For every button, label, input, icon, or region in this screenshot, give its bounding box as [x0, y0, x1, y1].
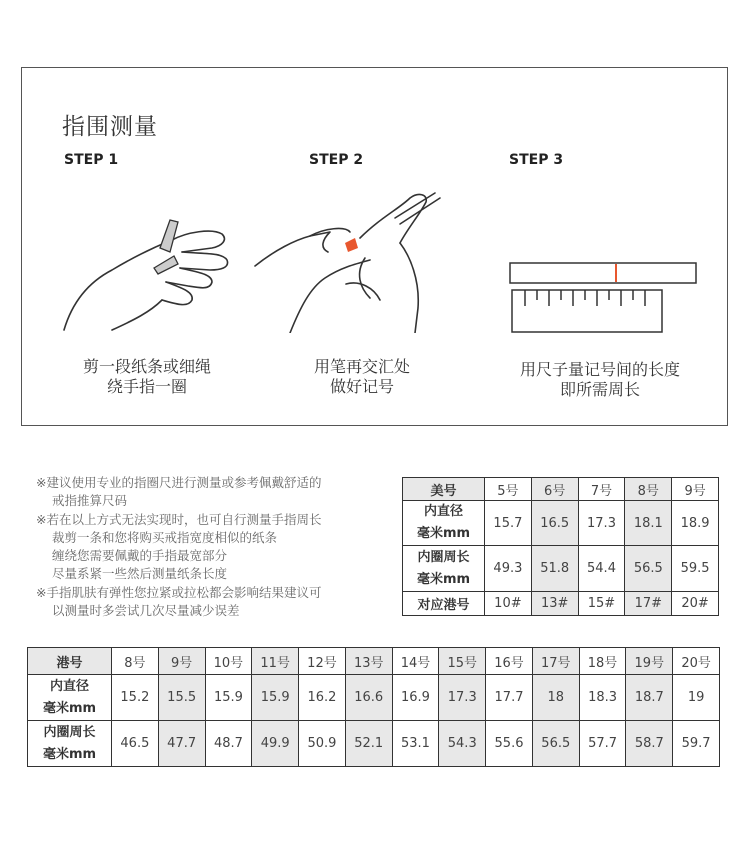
table-cell: 9号: [672, 478, 719, 501]
table-cell: 15.9: [205, 675, 252, 721]
row-label-line: 内圈周长: [43, 724, 96, 740]
table-cell: 50.9: [299, 721, 346, 767]
table-cell: 15.2: [112, 675, 159, 721]
table-cell: 47.7: [158, 721, 205, 767]
table-cell: 13号: [345, 648, 392, 675]
table-cell: 59.7: [673, 721, 720, 767]
table-cell: 10#: [485, 592, 532, 616]
step-3-label: STEP 3: [509, 152, 564, 168]
note-line: 缠绕您需要佩戴的手指最宽部分: [52, 548, 228, 564]
step-1-text: [52, 357, 242, 397]
step-2-label: STEP 2: [309, 152, 364, 168]
table-cell: 17号: [532, 648, 579, 675]
step-3-line-1: 用尺子量记号间的长度: [519, 360, 680, 379]
hk-size-table: [27, 647, 720, 767]
table-cell: 18: [532, 675, 579, 721]
table-cell: 18.3: [579, 675, 626, 721]
table-cell: 7号: [578, 478, 625, 501]
row-label-circumference: [28, 721, 112, 767]
table-cell: 11号: [252, 648, 299, 675]
table-cell: 16.9: [392, 675, 439, 721]
us-size-header: 美号: [403, 478, 485, 501]
hand-strip-illustration: [62, 208, 232, 333]
table-cell: 15.5: [158, 675, 205, 721]
table-row: [28, 721, 720, 767]
row-label-diameter: [28, 675, 112, 721]
note-line: 戒指推算尺码: [52, 493, 128, 509]
table-cell: 6号: [531, 478, 578, 501]
note-line: ※手指肌肤有弹性您拉紧或拉松都会影响结果建议可: [36, 584, 322, 600]
table-cell: 15号: [439, 648, 486, 675]
step-2-line-1: 用笔再交汇处: [313, 357, 410, 376]
pen-mark-illustration: [250, 188, 465, 333]
table-cell: 55.6: [486, 721, 533, 767]
table-cell: 49.9: [252, 721, 299, 767]
table-row: [403, 592, 719, 616]
table-cell: 56.5: [625, 546, 672, 592]
step-3-line-2: 即所需周长: [559, 380, 640, 399]
table-cell: 53.1: [392, 721, 439, 767]
table-cell: 19号: [626, 648, 673, 675]
table-cell: 57.7: [579, 721, 626, 767]
row-label-line: 内直径: [49, 678, 89, 694]
note-line: 裁剪一条和您将购买戒指宽度相似的纸条: [52, 529, 278, 545]
table-cell: 17.7: [486, 675, 533, 721]
table-cell: 54.3: [439, 721, 486, 767]
table-cell: 17.3: [578, 501, 625, 546]
table-cell: 51.8: [531, 546, 578, 592]
table-cell: 20号: [673, 648, 720, 675]
table-cell: 18.9: [672, 501, 719, 546]
table-cell: 8号: [112, 648, 159, 675]
table-cell: 20#: [672, 592, 719, 616]
table-cell: 48.7: [205, 721, 252, 767]
table-cell: 17#: [625, 592, 672, 616]
step-2-text: [277, 357, 447, 397]
note-line: ※若在以上方式无法实现时，也可自行测量手指周长: [36, 511, 322, 527]
us-size-table: [402, 477, 719, 616]
step-1-label: STEP 1: [64, 152, 119, 168]
measurement-notes: [36, 474, 396, 620]
table-cell: 59.5: [672, 546, 719, 592]
table-cell: 12号: [299, 648, 346, 675]
row-label-line: 内直径: [423, 504, 463, 519]
table-row: [403, 546, 719, 592]
table-cell: 56.5: [532, 721, 579, 767]
row-label-line: 毫米mm: [42, 746, 97, 762]
table-cell: 10号: [205, 648, 252, 675]
table-row: [403, 478, 719, 501]
table-cell: 18.1: [625, 501, 672, 546]
table-row: [28, 648, 720, 675]
step-2-line-2: 做好记号: [329, 377, 394, 396]
table-cell: 15.9: [252, 675, 299, 721]
table-cell: 14号: [392, 648, 439, 675]
table-cell: 8号: [625, 478, 672, 501]
table-cell: 17.3: [439, 675, 486, 721]
table-cell: 16.6: [345, 675, 392, 721]
row-label-line: 毫米mm: [416, 571, 471, 587]
row-label-circumference: [403, 546, 485, 592]
table-cell: 52.1: [345, 721, 392, 767]
note-line: 以测量时多尝试几次尽量减少误差: [52, 603, 240, 619]
row-label-line: 内圈周长: [417, 549, 470, 565]
hk-size-header: 港号: [28, 648, 112, 675]
table-cell: 16.2: [299, 675, 346, 721]
table-cell: 18.7: [626, 675, 673, 721]
step-1-line-1: 剪一段纸条或细绳: [82, 357, 211, 376]
row-label-diameter: [403, 501, 485, 546]
table-row: [403, 501, 719, 546]
table-row: [28, 675, 720, 721]
table-cell: 16.5: [531, 501, 578, 546]
table-cell: 15.7: [485, 501, 532, 546]
step-1-line-2: 绕手指一圈: [106, 377, 187, 396]
table-cell: 19: [673, 675, 720, 721]
table-cell: 18号: [579, 648, 626, 675]
row-label-line: 毫米mm: [416, 526, 471, 541]
page-title: 指围测量: [62, 114, 158, 140]
ruler-illustration: [509, 262, 699, 334]
table-cell: 5号: [485, 478, 532, 501]
table-cell: 16号: [486, 648, 533, 675]
measure-panel: [21, 67, 728, 426]
table-cell: 9号: [158, 648, 205, 675]
note-line: 尽量系紧一些然后测量纸条长度: [52, 566, 228, 582]
note-line: ※建议使用专业的指圈尺进行测量或参考佩戴舒适的: [36, 475, 322, 490]
row-label-hk-size: 对应港号: [403, 592, 485, 616]
step-3-text: [500, 360, 700, 400]
table-cell: 15#: [578, 592, 625, 616]
table-cell: 49.3: [485, 546, 532, 592]
table-cell: 13#: [531, 592, 578, 616]
table-cell: 46.5: [112, 721, 159, 767]
table-cell: 54.4: [578, 546, 625, 592]
table-cell: 58.7: [626, 721, 673, 767]
row-label-line: 毫米mm: [42, 700, 97, 716]
